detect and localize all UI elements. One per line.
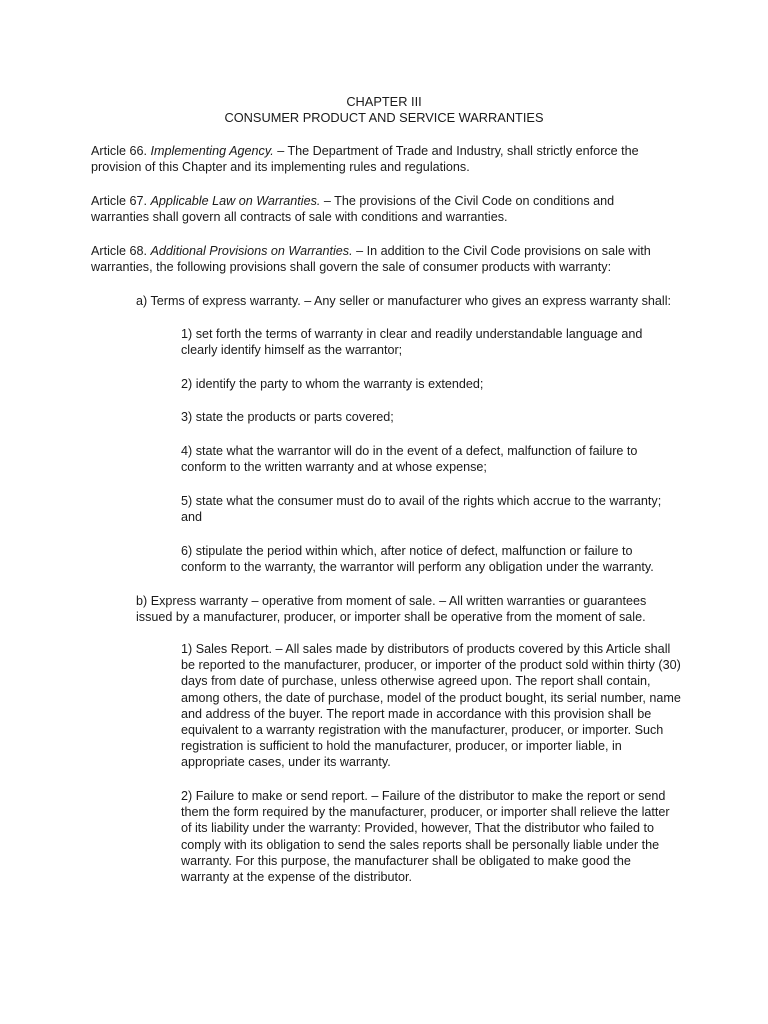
article-68 <box>91 243 671 275</box>
chapter-title: CHAPTER III <box>346 94 422 109</box>
article-title: Implementing Agency. <box>150 144 274 158</box>
article-title: Additional Provisions on Warranties. <box>150 244 353 258</box>
article-label: Article 67. <box>91 194 147 208</box>
article-text: – In addition to the Civil Code provisions on sale with warranties, the following provisions shall govern the sale of consumer products with warranty: <box>91 244 651 275</box>
article-label: Article 68. <box>91 244 147 258</box>
section-a-item-4: 4) state what the warrantor will do in the event of a defect, malfunction of failure to conform to the written warranty and at whose expense; <box>181 444 638 475</box>
article-67 <box>91 193 671 225</box>
section-b-item-1-sales-report: 1) Sales Report. – All sales made by distributors of products covered by this Article shall be reported to the manufacturer, producer, or importer of the product sold within thirty (30) days from date of purchase, unless otherwise agreed upon. The report shall contain, among others, the date of purchase, model of the product bought, its serial number, name and address of the buyer. The report made in accordance with this provision shall be equivalent to a warranty registration with the manufacturer, producer, or importer. Such registration is sufficient to hold the manufacturer, producer, or importer liable, in appropriate cases, under its warranty. <box>181 642 681 770</box>
section-a-item-3: 3) state the products or parts covered; <box>181 410 394 424</box>
section-a-terms-of-express-warranty: a) Terms of express warranty. – Any seller or manufacturer who gives an express warranty shall: <box>136 294 671 308</box>
section-b-item-2-failure-to-report: 2) Failure to make or send report. – Failure of the distributor to make the report or send them the form required by the manufacturer, producer, or importer shall relieve the latter of its liability under the warranty: Provided, however, That the distributor who failed to comply with its obligation to send the sales reports shall be personally liable under the warranty. For this purpose, the manufacturer shall be obligated to make good the warranty at the expense of the distributor. <box>181 789 670 885</box>
article-label: Article 66. <box>91 144 147 158</box>
section-a-item-1: 1) set forth the terms of warranty in clear and readily understandable language and clearly identify himself as the warrantor; <box>181 327 643 358</box>
chapter-subtitle: CONSUMER PRODUCT AND SERVICE WARRANTIES <box>224 110 544 125</box>
section-a-item-5: 5) state what the consumer must do to avail of the rights which accrue to the warranty; and <box>181 494 662 525</box>
article-66 <box>91 143 671 175</box>
article-text: – The provisions of the Civil Code on conditions and warranties shall govern all contracts of sale with conditions and warranties. <box>91 194 615 225</box>
article-title: Applicable Law on Warranties. <box>150 194 321 208</box>
section-b-express-warranty-operative: b) Express warranty – operative from moment of sale. – All written warranties or guarantees issued by a manufacturer, producer, or importer shall be operative from the moment of sale. <box>136 594 647 625</box>
section-a-item-2: 2) identify the party to whom the warranty is extended; <box>181 377 484 391</box>
article-text: – The Department of Trade and Industry, shall strictly enforce the provision of this Chapter and its implementing rules and regulations. <box>91 144 639 175</box>
section-a-item-6: 6) stipulate the period within which, after notice of defect, malfunction or failure to conform to the warranty, the warrantor will perform any obligation under the warranty. <box>181 544 654 575</box>
